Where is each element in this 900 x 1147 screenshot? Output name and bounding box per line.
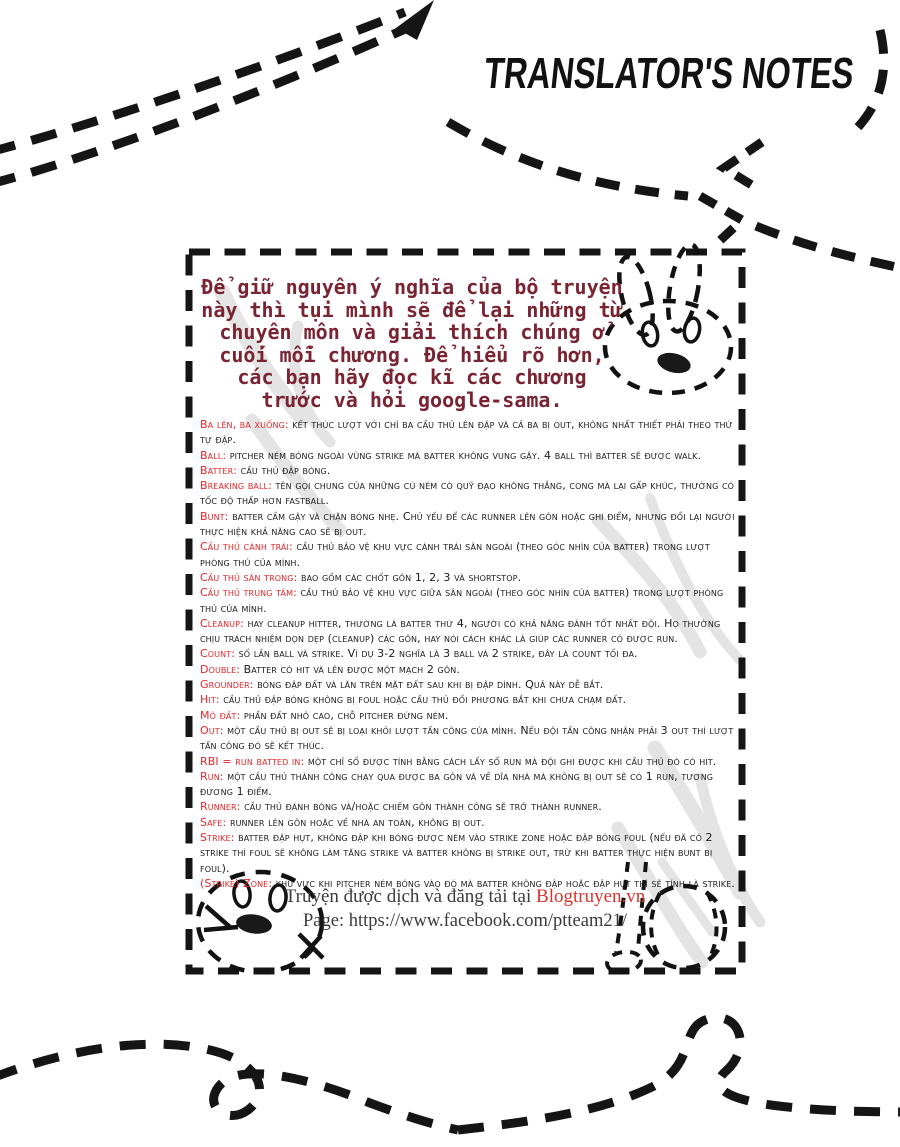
glossary-list [200, 417, 740, 891]
credit-text: Truyện được dịch và đăng tải tại [284, 886, 537, 907]
intro-line: Để giữ nguyên ý nghĩa của bộ truyện [201, 275, 623, 299]
page-title: TRANSLATOR'S NOTES [481, 50, 856, 99]
glossary-definition: một cầu thủ thành công chạy qua được ba gôn và về dĩa nhà mà không bị out sẽ có 1 run, tương đương 1 điểm. [200, 769, 714, 799]
glossary-definition: cầu thủ đánh bóng và/hoặc chiếm gôn thành công sẽ trở thành runner. [244, 800, 602, 814]
intro-line: các bạn hãy đọc kĩ các chương [237, 365, 587, 390]
glossary-entry [200, 754, 740, 769]
glossary-term: Double: [200, 662, 241, 676]
glossary-term: Hit: [200, 693, 220, 707]
glossary-term: Safe: [200, 815, 227, 829]
credit-line [250, 884, 680, 909]
glossary-term: Ba lên, ba xuống: [200, 418, 289, 431]
glossary-entry [200, 509, 740, 540]
glossary-definition: Batter có hit và lên được một mạch 2 gôn. [243, 662, 460, 676]
glossary-definition: tên gọi chung của những cú ném có quỹ đạo không thẳng, cong mà lại gấp khúc, thường có tốc độ thấp hơn fastball. [200, 479, 735, 508]
glossary-definition: hay cleanup hitter, thường là batter thứ 4, người có khả năng đánh tốt nhất đội. Họ thường chịu trách nhiệm dọn dẹp (cleanup) các gôn, hay nói cách khác là giúp các runner có được run. [200, 616, 721, 646]
glossary-term: Cầu thủ cánh trái: [200, 540, 293, 554]
glossary-definition: pitcher ném bóng ngoài vùng strike mà batter không vung gậy. 4 ball thì batter sẽ được walk. [229, 448, 702, 462]
glossary-definition: một cầu thủ bị out sẽ bị loại khỏi lượt tấn công của mình. Nếu đội tấn công nhận phải 3 out thì lượt tấn công đó sẽ kết thúc. [200, 723, 734, 753]
glossary-definition: kết thúc lượt với chỉ ba cầu thủ lên đập và cả ba bị out, không nhất thiết phải theo thứ tự đập. [200, 418, 733, 447]
glossary-entry [200, 448, 740, 463]
glossary-definition: cầu thủ bảo vệ khu vực giữa sân ngoài (theo góc nhìn của batter) trong lượt phòng thủ của mình. [200, 586, 724, 615]
glossary-term: RBI = run batted in: [200, 754, 305, 768]
dashed-arrow-icon [0, 0, 434, 184]
glossary-term: (Strike) Zone: [200, 876, 273, 890]
arrow-line-lower [0, 26, 412, 184]
intro-line: cuối mỗi chương. Để hiểu rõ hơn, [219, 342, 605, 367]
intro-paragraph [198, 276, 626, 412]
glossary-term: Out: [200, 723, 224, 737]
glossary-term: Runner: [200, 800, 241, 814]
glossary-definition: cầu thủ đập bóng không bị foul hoặc cầu thủ đối phương bắt khi chưa chạm đất. [223, 693, 627, 707]
glossary-term: Bunt: [200, 509, 229, 523]
glossary-definition: một chỉ số được tính bằng cách lấy số run mà đội ghi được khi cầu thủ đó có hit. [307, 754, 717, 768]
glossary-entry [200, 585, 740, 616]
glossary-term: Batter: [200, 463, 238, 477]
glossary-definition: bóng đập đất và lăn trên mặt đất sau khi bị đập dính. Quả này dễ bắt. [257, 678, 604, 692]
footer-credits [250, 884, 680, 934]
glossary-term: Run: [200, 769, 224, 783]
arrow-line-upper [0, 12, 405, 152]
glossary-term: Cầu thủ sân trong: [200, 570, 298, 584]
dashed-squiggle-bottom [0, 1018, 900, 1130]
glossary-definition: phần đất nhô cao, chỗ pitcher đứng ném. [243, 708, 449, 722]
glossary-term: Breaking ball: [200, 479, 272, 493]
glossary-term: Ball: [200, 448, 227, 462]
glossary-definition: khu vực khi pitcher ném bóng vào đó mà batter không đập hoặc đập hụt thì sẽ tính là strike. [275, 876, 735, 890]
intro-line: chuyên môn và giải thích chúng ở [219, 320, 605, 345]
intro-line: trước và hỏi google-sama. [261, 387, 563, 412]
glossary-entry [200, 677, 740, 692]
glossary-entry [200, 662, 740, 677]
intro-line: này thì tụi mình sẽ để lại những từ [201, 297, 623, 322]
glossary-entry [200, 769, 740, 800]
glossary-entry [200, 646, 740, 661]
glossary-term: Cầu thủ trung tâm: [200, 586, 297, 600]
glossary-definition: batter đập hụt, không đập khi bóng được ném vào strike zone hoặc đập bóng foul (nếu đã có 2 strike thì foul sẽ không làm tăng strike và batter không bị strike out, trừ khi batter thực hiện bunt bị foul). [200, 831, 713, 875]
credit-site-link: Blogtruyen.vn [536, 886, 646, 907]
glossary-entry [200, 463, 740, 478]
glossary-entry [200, 815, 740, 830]
glossary-definition: bao gồm các chốt gôn 1, 2, 3 và shortstop. [300, 570, 522, 584]
glossary-term: Grounder: [200, 678, 254, 692]
glossary-term: Strike: [200, 831, 235, 845]
glossary-entry [200, 692, 740, 707]
glossary-entry [200, 539, 740, 570]
glossary-definition: số lần ball và strike. Ví dụ 3-2 nghĩa là 3 ball và 2 strike, đây là count tối đa. [238, 647, 638, 661]
glossary-entry [200, 570, 740, 585]
glossary-entry [200, 830, 740, 876]
glossary-term: Cleanup: [200, 616, 244, 630]
glossary-entry [200, 616, 740, 647]
glossary-definition: cầu thủ bảo vệ khu vực cánh trái sân ngoài (theo góc nhìn của batter) trong lượt phòng thủ của mình. [200, 540, 710, 569]
glossary-entry [200, 799, 740, 814]
glossary-definition: runner lên gôn hoặc về nhà an toàn, không bị out. [229, 815, 485, 829]
glossary-entry [200, 723, 740, 754]
glossary-definition: cầu thủ đập bóng. [240, 463, 331, 477]
glossary-term: Count: [200, 647, 236, 661]
glossary-term: Mô đất: [200, 708, 241, 722]
glossary-definition: batter cầm gậy và chặn bóng nhẹ. Chủ yếu để các runner lên gôn hoặc ghi điểm, nhưng đổi lại người thực hiện khả năng cao sẽ bị out. [200, 509, 735, 539]
facebook-page-line: Page: https://www.facebook.com/ptteam21/ [302, 911, 628, 931]
glossary-entry [200, 417, 740, 448]
glossary-entry [200, 708, 740, 723]
glossary-entry [200, 478, 740, 509]
